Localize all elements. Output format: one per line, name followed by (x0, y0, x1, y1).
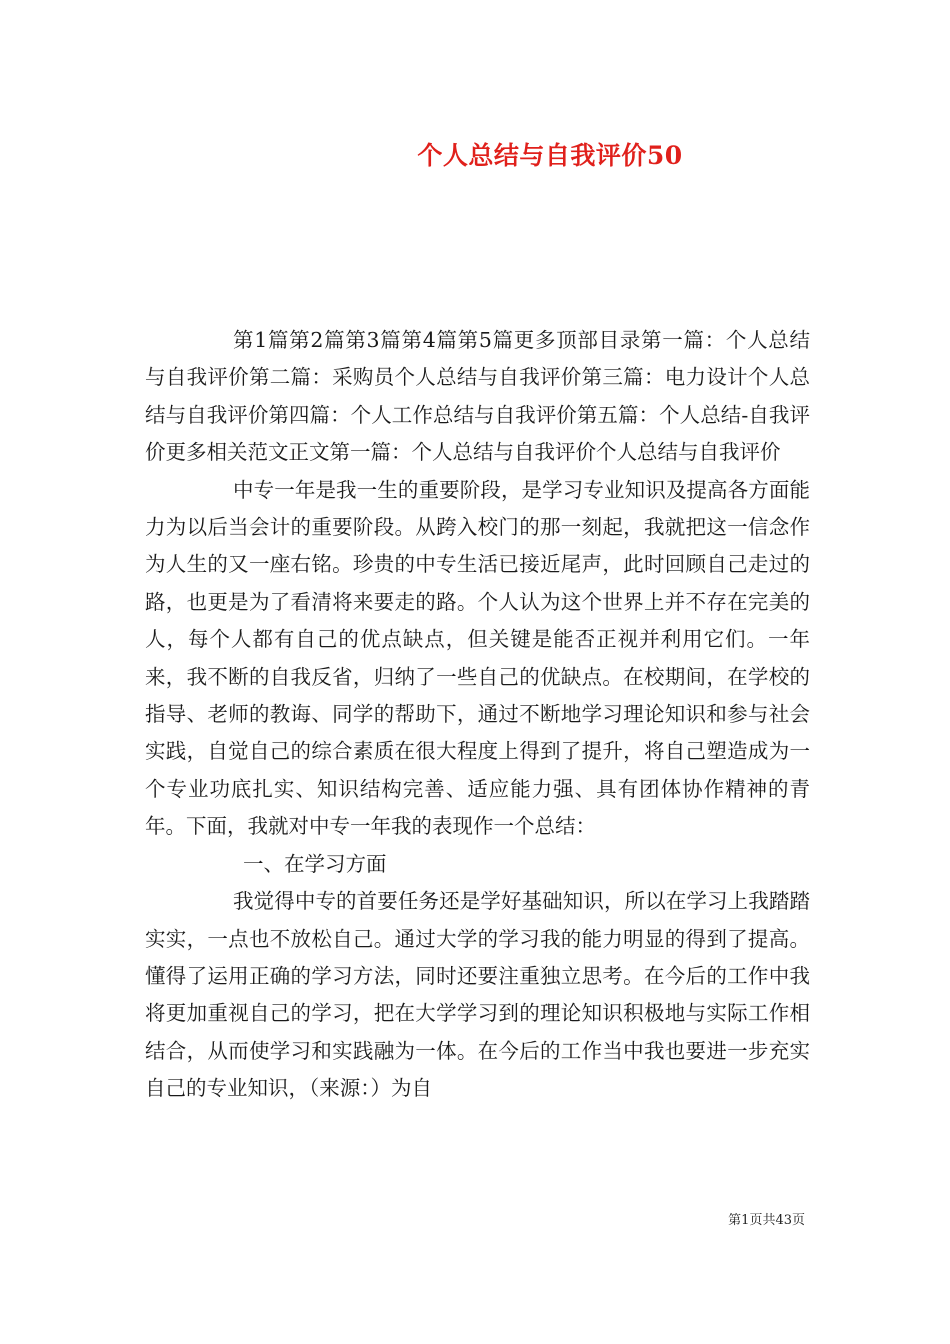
paragraph-intro: 中专一年是我一生的重要阶段，是学习专业知识及提高各方面能力为以后当会计的重要阶段。从跨入校门的那一刻起，我就把这一信念作为人生的又一座右铭。珍贵的中专生活已接近尾声，此时回顾自己走过的路，也更是为了看清将来要走的路。个人认为这个世界上并不存在完美的人，每个人都有自己的优点缺点，但关键是能否正视并利用它们。一年来，我不断的自我反省，归纳了一些自己的优缺点。在校期间，在学校的指导、老师的教诲、同学的帮助下，通过不断地学习理论知识和参与社会实践，自觉自己的综合素质在很大程度上得到了提升，将自己塑造成为一个专业功底扎实、知识结构完善、适应能力强、具有团体协作精神的青年。下面，我就对中专一年我的表现作一个总结： (145, 477, 810, 839)
paragraph-toc: 第1篇第2篇第3篇第4篇第5篇更多顶部目录第一篇：个人总结与自我评价第二篇：采购员个人总结与自我评价第三篇：电力设计个人总结与自我评价第四篇：个人工作总结与自我评价第五篇：个人总结-自我评价更多相关范文正文第一篇：个人总结与自我评价个人总结与自我评价 (145, 328, 810, 465)
document-body (145, 322, 810, 1108)
paragraph-study: 我觉得中专的首要任务还是学好基础知识，所以在学习上我踏踏实实，一点也不放松自己。通过大学的学习我的能力明显的得到了提高。懂得了运用正确的学习方法，同时还要注重独立思考。在今后的工作中我将更加重视自己的学习，把在大学学习到的理论知识积极地与实际工作相结合，从而使学习和实践融为一体。在今后的工作当中我也要进一步充实自己的专业知识，（来源：）为自 (145, 889, 810, 1101)
page-number: 第1页共43页 (728, 1213, 805, 1228)
document-title: 个人总结与自我评价50 (417, 141, 683, 170)
section-heading-study: 一、在学习方面 (243, 851, 387, 876)
